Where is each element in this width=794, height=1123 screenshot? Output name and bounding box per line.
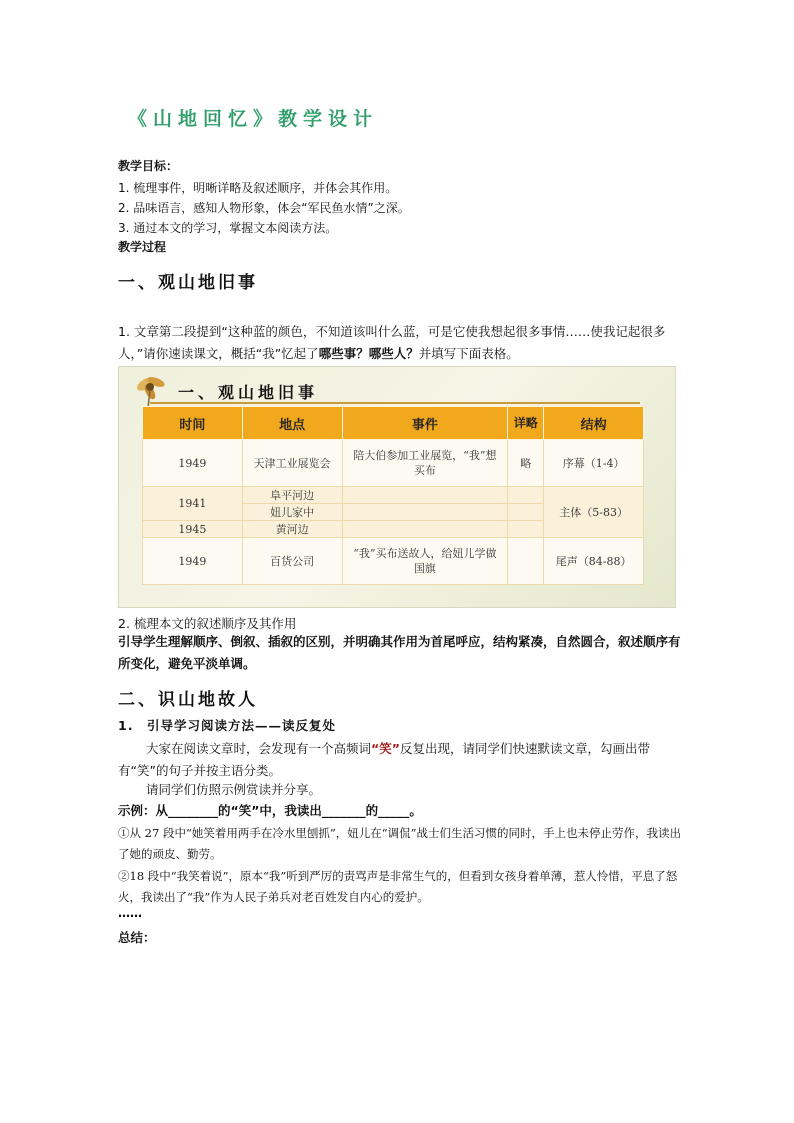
goal-item: 3. 通过本文的学习，掌握文本阅读方法。 bbox=[118, 221, 338, 235]
flower-icon bbox=[128, 370, 176, 410]
example-2: ②18 段中“我笑着说”，原本“我”听到严厉的责骂声是非常生气的，但看到女孩身着单薄，惹人怜惜，平息了怒火，我读出了“我”作为人民子弟兵对老百姓发自内心的爱护。 bbox=[118, 869, 678, 904]
table-cell: “我”买布送故人，给妞儿学做国旗 bbox=[342, 538, 508, 585]
paragraph-1 bbox=[118, 738, 688, 782]
paragraph-1-keyword: “笑” bbox=[371, 741, 400, 756]
table-cell: 阜平河边 bbox=[242, 487, 342, 504]
summary-label: 总结： bbox=[118, 930, 156, 945]
table-row bbox=[143, 440, 644, 487]
table-row bbox=[143, 487, 644, 504]
table-cell bbox=[508, 521, 544, 538]
table-header: 详略 bbox=[508, 407, 544, 440]
table-cell: 妞儿家中 bbox=[242, 504, 342, 521]
sub-heading-1: 1. 引导学习阅读方法——读反复处 bbox=[118, 718, 336, 733]
paragraph-2: 请同学们仿照示例赏读并分享。 bbox=[146, 782, 322, 797]
table-cell bbox=[508, 487, 544, 504]
example-line: 示例：从________的“笑”中，我读出_______的_____。 bbox=[118, 803, 422, 818]
table-cell bbox=[342, 521, 508, 538]
question-1-tail: 并填写下面表格。 bbox=[418, 346, 519, 361]
goals-heading: 教学目标： bbox=[118, 159, 179, 173]
table-cell: 1945 bbox=[143, 521, 243, 538]
events-table bbox=[142, 406, 644, 585]
slide-heading: 一、观山地旧事 bbox=[178, 383, 319, 402]
table-cell bbox=[342, 504, 508, 521]
paragraph-1-pre: 大家在阅读文章时，会发现有一个高频词 bbox=[146, 741, 372, 756]
table-cell bbox=[508, 504, 544, 521]
table-header: 时间 bbox=[143, 407, 243, 440]
paragraph-1-post: 反复出现，请同学们快速默读文章，勾画出带有“笑”的句子并按主语分类。 bbox=[118, 741, 650, 778]
table-cell: 尾声（84-88） bbox=[544, 538, 644, 585]
question-1-text: 1. 文章第二段提到“这种蓝的颜色，不知道该叫什么蓝，可是它使我想起很多事情……使我记起很多人，”请你速读课文，概括“我”忆起了 bbox=[118, 324, 666, 361]
goal-item: 2. 品味语言，感知人物形象，体会“军民鱼水情”之深。 bbox=[118, 201, 410, 215]
section-heading-2: 二、识山地故人 bbox=[118, 690, 258, 710]
goal-item: 1. 梳理事件，明晰详略及叙述顺序，并体会其作用。 bbox=[118, 181, 398, 195]
table-cell: 天津工业展览会 bbox=[242, 440, 342, 487]
table-cell bbox=[342, 487, 508, 504]
question-2-line: 引导学生理解顺序、倒叙、插叙的区别，并明确其作用为首尾呼应，结构紧凑，自然圆合，叙述顺序有所变化，避免平淡单调。 bbox=[118, 634, 681, 671]
table-cell: 百货公司 bbox=[242, 538, 342, 585]
table-cell: 主体（5-83） bbox=[544, 487, 644, 538]
process-heading: 教学过程 bbox=[118, 240, 167, 254]
table-row bbox=[143, 538, 644, 585]
table-cell: 1941 bbox=[143, 487, 243, 521]
table-cell bbox=[508, 538, 544, 585]
table-cell: 1949 bbox=[143, 538, 243, 585]
example-1: ①从 27 段中“她笑着用两手在冷水里刨抓”，妞儿在“调侃”战士们生活习惯的同时，手上也未停止劳作，我读出了她的顽皮、勤劳。 bbox=[118, 826, 681, 861]
table-cell: 略 bbox=[508, 440, 544, 487]
table-cell: 序幕（1-4） bbox=[544, 440, 644, 487]
table-cell: 陪大伯参加工业展览，“我”想买布 bbox=[342, 440, 508, 487]
table-header: 事件 bbox=[342, 407, 508, 440]
table-header: 结构 bbox=[544, 407, 644, 440]
table-header: 地点 bbox=[242, 407, 342, 440]
question-1-bold: 哪些事？哪些人？ bbox=[318, 346, 419, 361]
table-cell: 黄河边 bbox=[242, 521, 342, 538]
slide-divider bbox=[150, 402, 640, 404]
question-1 bbox=[118, 321, 678, 365]
section-heading-1: 一、观山地旧事 bbox=[118, 273, 258, 293]
question-2-title: 2. 梳理本文的叙述顺序及其作用 bbox=[118, 616, 297, 631]
table-cell: 1949 bbox=[143, 440, 243, 487]
document-title: 《山地回忆》教学设计 bbox=[128, 108, 379, 130]
ellipsis: …… bbox=[118, 906, 142, 920]
